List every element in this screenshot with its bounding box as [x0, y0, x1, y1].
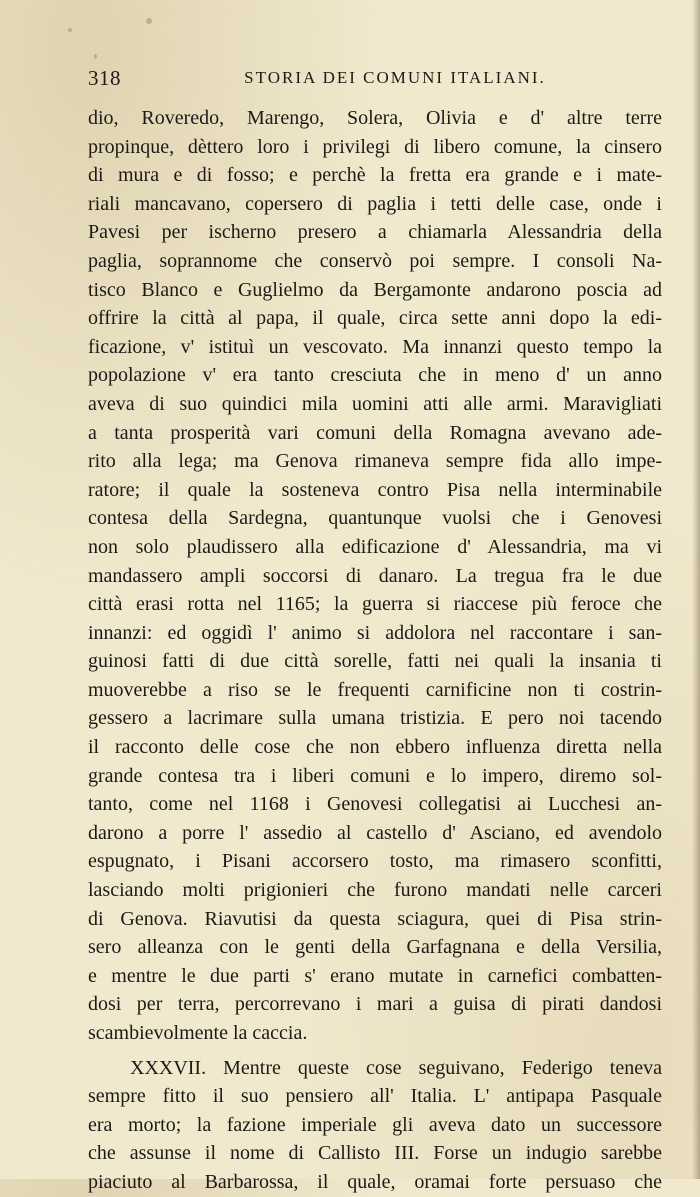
- text-line: e mentre le due parti s' erano mutate in carnefici combatten-: [88, 964, 662, 987]
- text-line: riali mancavano, copersero di paglia i tetti delle case, onde i: [88, 192, 662, 215]
- text-line: paglia, soprannome che conservò poi sempre. I consoli Na-: [88, 249, 662, 272]
- text-line: di mura e di fosso; e perchè la fretta era grande e i mate-: [88, 164, 662, 187]
- text-line: grande contesa tra i liberi comuni e lo impero, diremo sol-: [88, 764, 662, 787]
- text-line: che assunse il nome di Callisto III. Forse un indugio sarebbe: [88, 1142, 662, 1165]
- text-line: offrire la città al papa, il quale, circa sette anni dopo la edi-: [88, 307, 662, 330]
- body-text: [88, 104, 662, 1197]
- text-line: guinosi fatti di due città sorelle, fatti nei quali la insania ti: [88, 650, 662, 673]
- text-line: ratore; il quale la sosteneva contro Pisa nella interminabile: [88, 478, 662, 501]
- text-line: rito alla lega; ma Genova rimaneva sempre fida allo impe-: [88, 450, 662, 473]
- text-line: a tanta prosperità vari comuni della Romagna avevano ade-: [88, 421, 662, 444]
- text-line: aveva di suo quindici mila uomini atti alle armi. Maravigliati: [88, 392, 662, 415]
- text-line: gessero a lacrimare sulla umana tristizia. E pero noi tacendo: [88, 707, 662, 730]
- text-line: Pavesi per ischerno presero a chiamarla Alessandria della: [88, 221, 662, 244]
- text-line: tisco Blanco e Guglielmo da Bergamonte andarono poscia ad: [88, 278, 662, 301]
- paper-speck: [94, 54, 97, 59]
- text-line: non solo plaudissero alla edificazione d' Alessandria, ma vi: [88, 535, 662, 558]
- text-line: sempre fitto il suo pensiero all' Italia. L' antipapa Pasquale: [88, 1085, 662, 1108]
- text-line: lasciando molti prigionieri che furono mandati nelle carceri: [88, 879, 662, 902]
- page-number: 318: [88, 66, 121, 90]
- text-line: scambievolmente la caccia.: [88, 1022, 308, 1044]
- text-line: dosi per terra, percorrevano i mari a guisa di pirati dandosi: [88, 993, 662, 1016]
- text-line: sero alleanza con le genti della Garfagnana e della Versilia,: [88, 936, 662, 959]
- text-line: dio, Roveredo, Marengo, Solera, Olivia e d' altre terre: [88, 107, 662, 129]
- text-line: espugnato, i Pisani accorsero tosto, ma rimasero sconfitti,: [88, 850, 662, 873]
- text-line: ficazione, v' istituì un vescovato. Ma innanzi questo tempo la: [88, 335, 662, 358]
- running-title: STORIA DEI COMUNI ITALIANI.: [244, 68, 546, 87]
- text-line: il racconto delle cose che non ebbero influenza diretta nella: [88, 736, 662, 759]
- text-line: innanzi: ed oggidì l' animo si addolora nel raccontare i san-: [88, 621, 662, 644]
- page-edge-shadow: [692, 0, 700, 1179]
- text-line: muoverebbe a riso se le frequenti carnificine non ti costrin-: [88, 678, 662, 701]
- page-header: [88, 66, 662, 96]
- text-line: contesa della Sardegna, quantunque vuolsi che i Genovesi: [88, 507, 662, 530]
- section-opening-line: XXXVII. Mentre queste cose seguivano, Federigo teneva: [130, 1056, 662, 1079]
- text-line: di Genova. Riavutisi da questa sciagura, quei di Pisa strin-: [88, 907, 662, 930]
- text-line: mandassero ampli soccorsi di danaro. La tregua fra le due: [88, 564, 662, 587]
- paper-speck: [68, 28, 72, 32]
- text-line: città erasi rotta nel 1165; la guerra si riaccese più feroce che: [88, 593, 662, 616]
- paper-speck: [146, 18, 152, 24]
- text-line: piaciuto al Barbarossa, il quale, oramai forte persuaso che: [88, 1170, 662, 1193]
- text-line: propinque, dèttero loro i privilegi di libero comune, la cinsero: [88, 135, 662, 158]
- text-line: tanto, come nel 1168 i Genovesi collegatisi ai Lucchesi an-: [88, 793, 662, 816]
- text-line: popolazione v' era tanto cresciuta che in meno d' un anno: [88, 364, 662, 387]
- text-line: era morto; la fazione imperiale gli aveva dato un successore: [88, 1113, 662, 1136]
- text-line: darono a porre l' assedio al castello d' Asciano, ed avendolo: [88, 821, 662, 844]
